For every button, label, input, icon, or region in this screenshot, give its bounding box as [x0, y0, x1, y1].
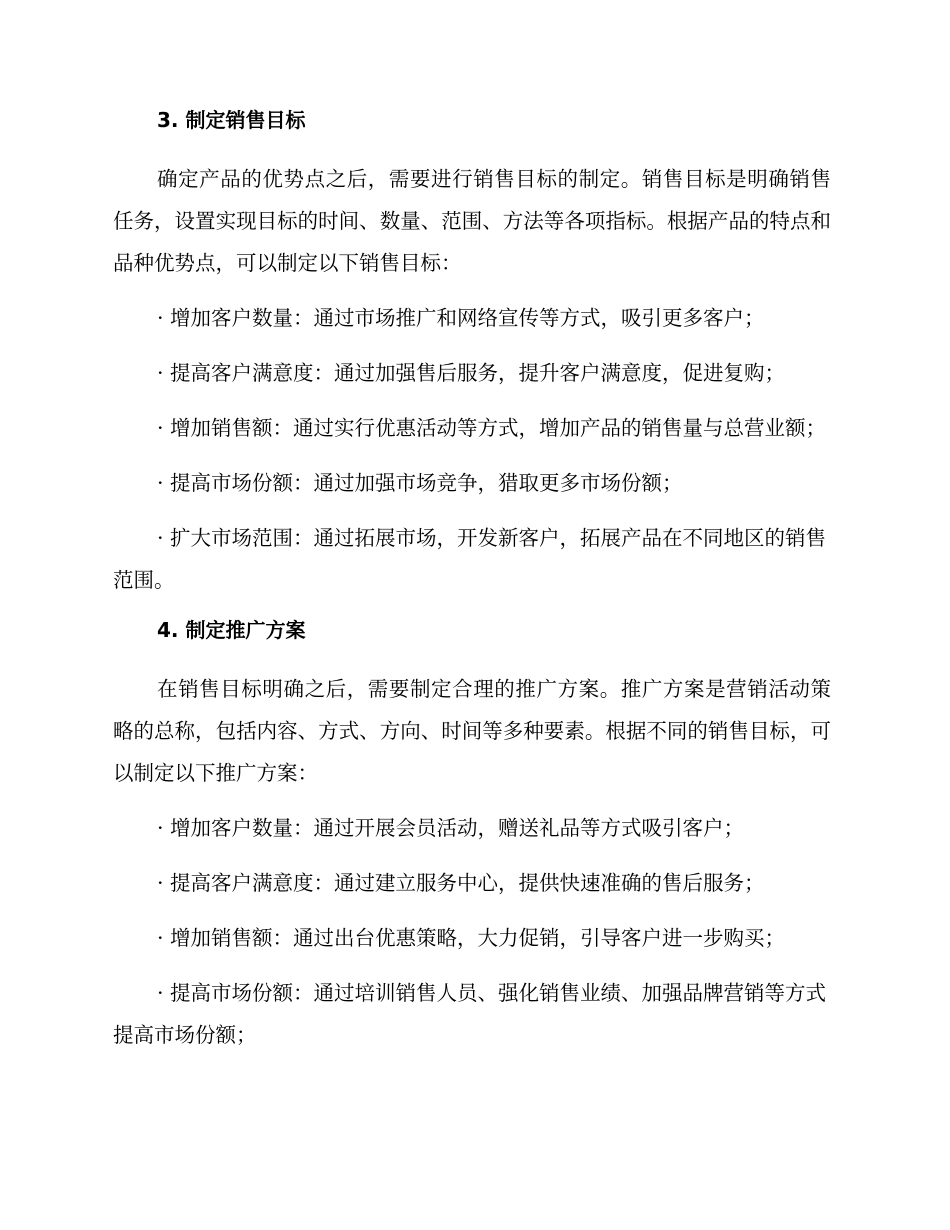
section-3-bullet-5: · 扩大市场范围：通过拓展市场，开发新客户，拓展产品在不同地区的销售范围。: [113, 526, 827, 592]
section-3-bullet-2: · 提高客户满意度：通过加强售后服务，提升客户满意度，促进复购；: [157, 361, 786, 385]
section-3-bullet-1: · 增加客户数量：通过市场推广和网络宣传等方式，吸引更多客户；: [157, 306, 765, 330]
document-page: [113, 104, 831, 1069]
section-4-bullet-3: · 增加销售额：通过出台优惠策略，大力促销，引导客户进一步购买；: [157, 926, 786, 950]
section-4-heading: 4. 制定推广方案: [157, 618, 306, 642]
section-3-intro: 确定产品的优势点之后，需要进行销售目标的制定。销售目标是明确销售任务，设置实现目标的时间、数量、范围、方法等各项指标。根据产品的特点和品种优势点，可以制定以下销售目标：: [113, 167, 831, 275]
section-4-bullet-1: · 增加客户数量：通过开展会员活动，赠送礼品等方式吸引客户；: [157, 816, 745, 840]
section-4-bullet-4: · 提高市场份额：通过培训销售人员、强化销售业绩、加强品牌营销等方式提高市场份额；: [113, 981, 827, 1047]
section-4-bullet-2: · 提高客户满意度：通过建立服务中心，提供快速准确的售后服务；: [157, 871, 765, 895]
section-3-bullet-4: · 提高市场份额：通过加强市场竞争，猎取更多市场份额；: [157, 471, 683, 495]
section-3-bullet-3: · 增加销售额：通过实行优惠活动等方式，增加产品的销售量与总营业额；: [157, 416, 827, 440]
section-3-heading: 3. 制定销售目标: [157, 108, 306, 132]
section-4-intro: 在销售目标明确之后，需要制定合理的推广方案。推广方案是营销活动策略的总称，包括内容、方式、方向、时间等多种要素。根据不同的销售目标，可以制定以下推广方案：: [113, 677, 831, 785]
